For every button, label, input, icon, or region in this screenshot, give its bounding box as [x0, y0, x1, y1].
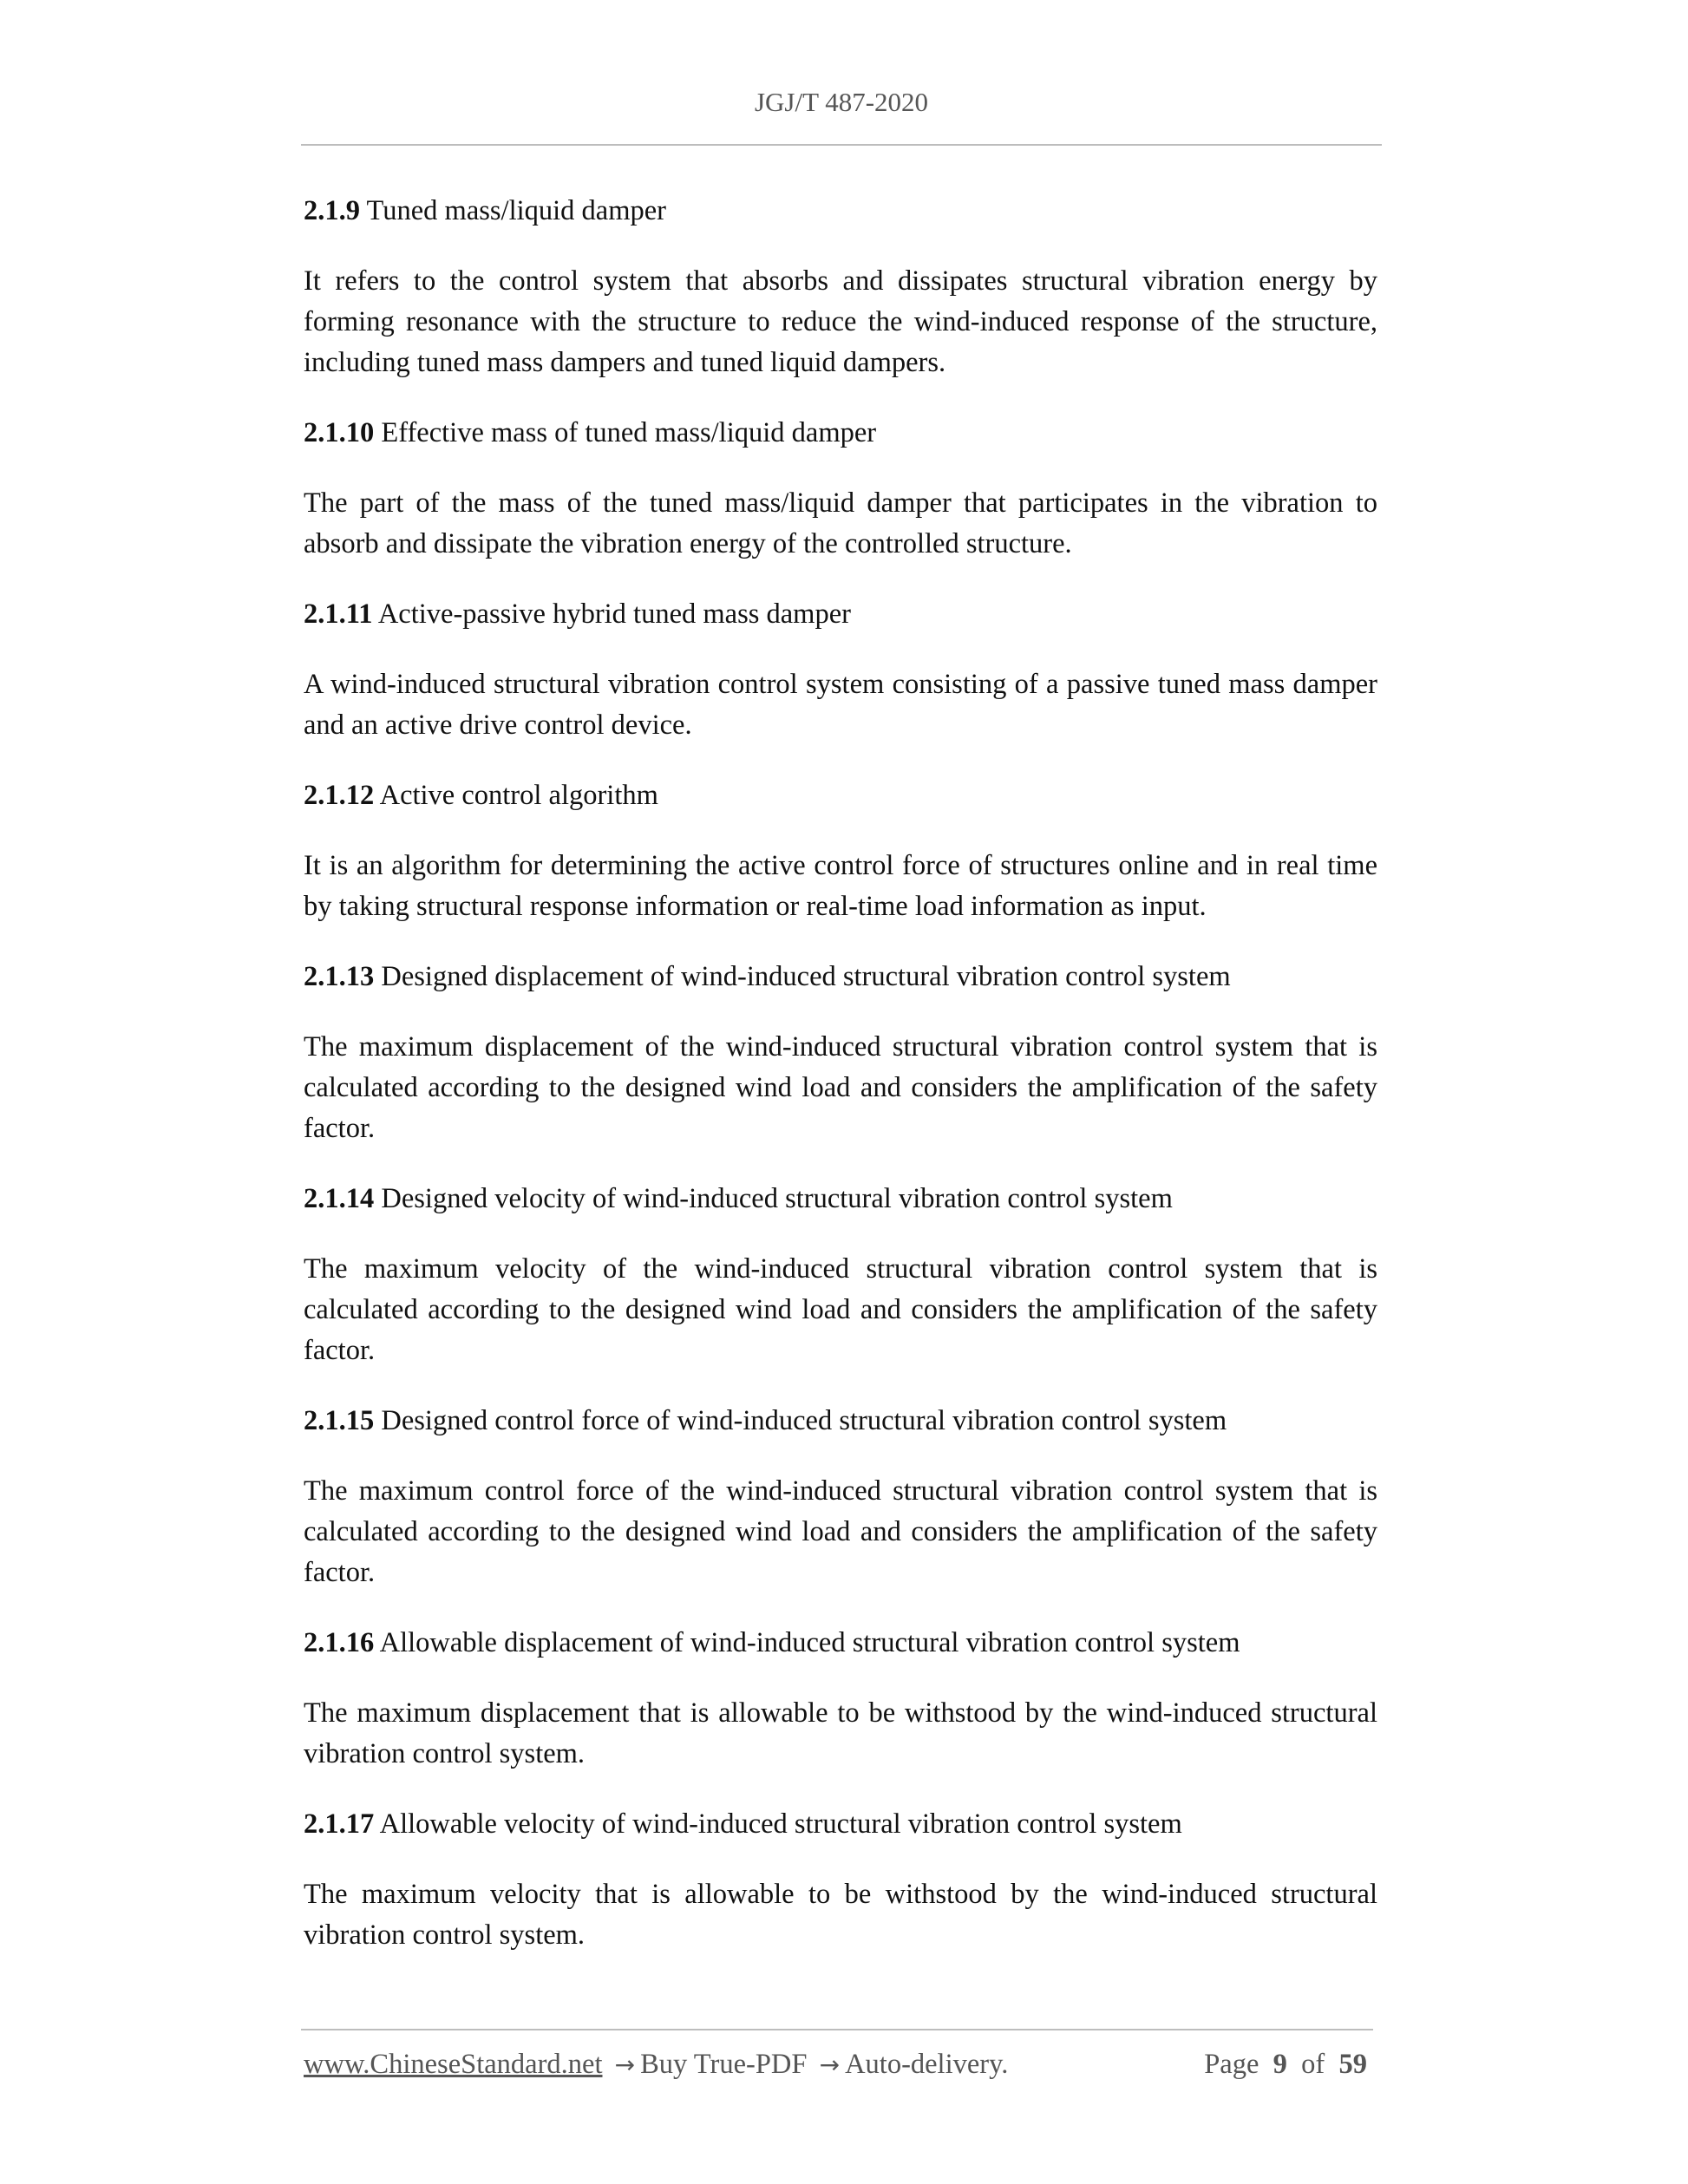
right-arrow-icon: → [614, 2050, 636, 2079]
page-counter [1204, 2049, 1367, 2081]
term-title: Allowable displacement of wind-induced structural vibration control system [379, 1627, 1240, 1658]
term-title: Designed velocity of wind-induced structural vibration control system [381, 1183, 1173, 1214]
term-number: 2.1.11 [304, 598, 373, 630]
header-divider [301, 144, 1382, 146]
term-heading [304, 594, 1377, 635]
term-title: Tuned mass/liquid damper [366, 195, 667, 226]
page-header [301, 87, 1382, 118]
term-heading [304, 191, 1377, 232]
current-page-number: 9 [1273, 2049, 1287, 2080]
term-number: 2.1.13 [304, 961, 375, 992]
auto-delivery-text: Auto-delivery. [845, 2049, 1009, 2080]
term-title: Allowable velocity of wind-induced structural vibration control system [379, 1808, 1182, 1840]
page-label: Page [1204, 2049, 1259, 2080]
term-heading [304, 1401, 1377, 1442]
total-pages-number: 59 [1338, 2049, 1367, 2080]
term-definition: The maximum displacement of the wind-induced structural vibration control system that is calculated according to the designed wind load and considers the amplification of the safety factor. [304, 1031, 1377, 1144]
term-definition: The part of the mass of the tuned mass/liquid damper that participates in the vibration to absorb and dissipate the vibration energy of the controlled structure. [304, 487, 1377, 559]
term-heading [304, 775, 1377, 816]
footer-promo [304, 2049, 1008, 2081]
term-definition: It refers to the control system that absorbs and dissipates structural vibration energy by forming resonance with the structure to reduce the wind-induced response of the structure, including tuned mass dampers and tuned liquid dampers. [304, 265, 1377, 378]
term-number: 2.1.15 [304, 1405, 375, 1436]
buy-true-pdf-text: Buy True-PDF [640, 2049, 808, 2080]
term-definition: The maximum velocity of the wind-induced structural vibration control system that is calculated according to the designed wind load and considers the amplification of the safety factor. [304, 1253, 1377, 1366]
term-title: Designed displacement of wind-induced structural vibration control system [381, 961, 1231, 992]
term-title: Active-passive hybrid tuned mass damper [377, 598, 851, 630]
document-body [304, 191, 1377, 1985]
term-definition: It is an algorithm for determining the active control force of structures online and in real time by taking structural response information or real-time load information as input. [304, 850, 1377, 922]
term-number: 2.1.16 [304, 1627, 375, 1658]
term-definition: The maximum velocity that is allowable to be withstood by the wind-induced structural vibration control system. [304, 1879, 1377, 1951]
document-code: JGJ/T 487-2020 [754, 87, 929, 117]
term-heading [304, 413, 1377, 454]
term-number: 2.1.10 [304, 417, 375, 448]
website-link[interactable]: www.ChineseStandard.net [304, 2049, 603, 2080]
term-title: Effective mass of tuned mass/liquid damper [381, 417, 877, 448]
term-heading [304, 1623, 1377, 1664]
term-heading [304, 1179, 1377, 1220]
page-footer [304, 2049, 1367, 2081]
term-heading [304, 957, 1377, 997]
footer-divider [301, 2029, 1373, 2030]
term-definition: A wind-induced structural vibration control system consisting of a passive tuned mass damper and an active drive control device. [304, 669, 1377, 741]
term-title: Designed control force of wind-induced structural vibration control system [381, 1405, 1227, 1436]
term-number: 2.1.9 [304, 195, 360, 226]
term-heading [304, 1804, 1377, 1845]
term-number: 2.1.14 [304, 1183, 375, 1214]
term-definition: The maximum displacement that is allowable to be withstood by the wind-induced structural vibration control system. [304, 1697, 1377, 1769]
term-number: 2.1.12 [304, 780, 375, 811]
right-arrow-icon: → [819, 2050, 841, 2079]
term-definition: The maximum control force of the wind-induced structural vibration control system that is calculated according to the designed wind load and considers the amplification of the safety factor. [304, 1475, 1377, 1588]
term-title: Active control algorithm [379, 780, 658, 811]
page-of-label: of [1301, 2049, 1325, 2080]
term-number: 2.1.17 [304, 1808, 375, 1840]
